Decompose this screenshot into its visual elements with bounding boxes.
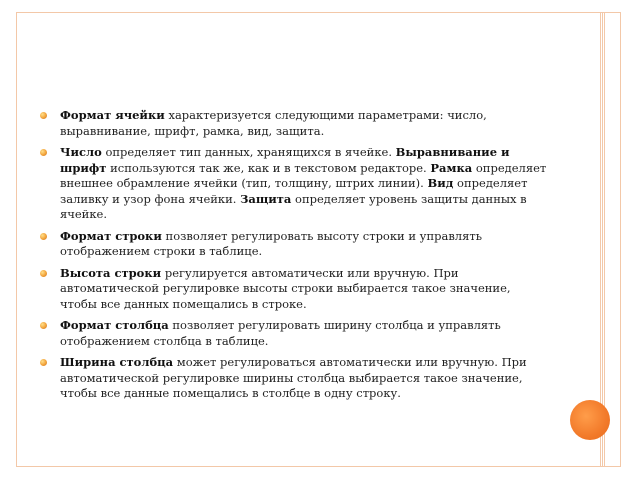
term-border: Рамка [430, 160, 473, 175]
bullet-item-row-format [40, 229, 550, 260]
description-text: позволяет регулировать высоту строки и управлять отображением строки в таблице. [60, 228, 482, 258]
bullet-list [40, 108, 550, 408]
term-protection: Защита [240, 191, 292, 206]
bullet-item-number [40, 145, 550, 223]
bullet-icon [40, 233, 47, 240]
term-row-format: Формат строки [60, 228, 162, 243]
bullet-item-row-height [40, 266, 550, 313]
term-column-format: Формат столбца [60, 318, 169, 332]
description-text: определяет тип данных, хранящихся в ячейке. [101, 145, 396, 159]
bullet-item-column-format [40, 318, 550, 349]
frame-rule [602, 12, 603, 467]
description-text: регулируется автоматически или вручную. При автоматической регулировке высоты строки выбирается такое значение, чтобы все данных помещались в строке. [60, 265, 511, 311]
description-text: используются так же, как и в текстовом редакторе. [106, 160, 431, 175]
description-text: характеризуется следующими параметрами: число, выравнивание, шрифт, рамка, вид, защита. [60, 108, 487, 138]
description-text: определяет уровень защиты данных в ячейке. [60, 191, 527, 221]
term-cell-format: Формат ячейки [60, 108, 165, 122]
bullet-icon [40, 112, 47, 119]
bullet-item-cell-format [40, 108, 550, 139]
bullet-icon [40, 149, 47, 156]
term-alignment-font: Выравнивание и шрифт [60, 145, 510, 175]
frame-rule [600, 12, 601, 467]
description-text: определяет внешнее обрамление ячейки (тип, толщину, штрих линии). [60, 160, 547, 190]
term-view: Вид [427, 176, 454, 190]
term-row-height: Высота строки [60, 265, 162, 280]
bullet-icon [40, 270, 47, 277]
bullet-icon [40, 322, 47, 329]
frame-rule [604, 12, 605, 467]
bullet-item-column-width [40, 355, 550, 402]
description-text: может регулироваться автоматически или вручную. При автоматической регулировке ширины столбца выбирается такое значение, чтобы все данные помещались в столбце в одну строку. [60, 355, 527, 400]
orange-circle-decoration [570, 400, 610, 440]
description-text: позволяет регулировать ширину столбца и управлять отображением столбца в таблице. [60, 318, 501, 348]
bullet-icon [40, 359, 47, 366]
description-text: определяет заливку и узор фона ячейки. [60, 176, 528, 206]
term-number: Число [60, 145, 102, 159]
term-column-width: Ширина столбца [60, 355, 174, 369]
